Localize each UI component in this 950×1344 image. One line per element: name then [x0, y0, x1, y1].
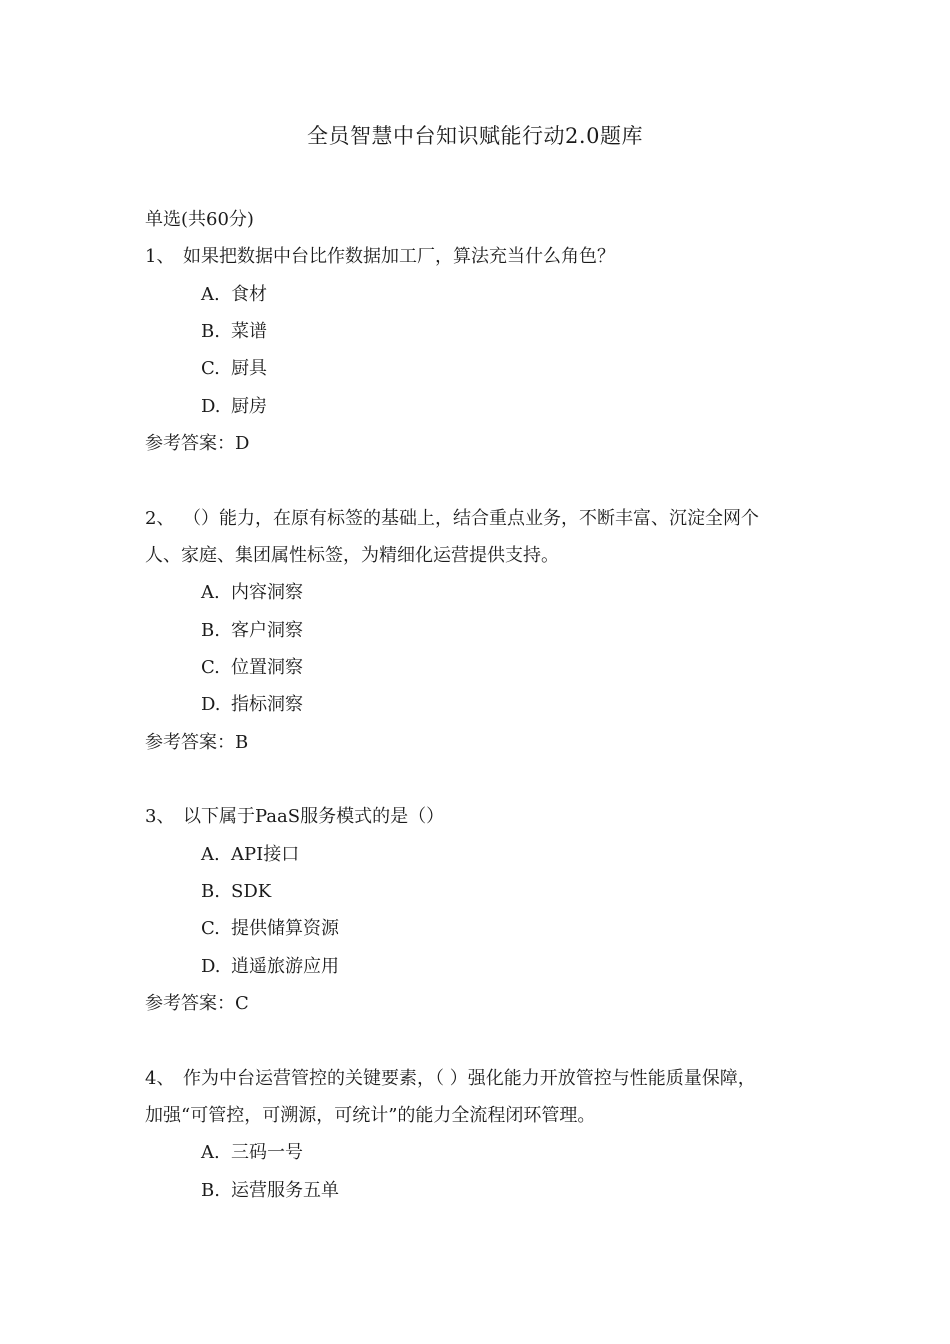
answer-label: 参考答案： [145, 993, 235, 1014]
option-b [201, 879, 271, 905]
option-text: 内容洞察 [231, 582, 303, 603]
option-letter: A. [201, 284, 220, 305]
option-d [201, 954, 339, 980]
option-letter: C. [201, 358, 220, 379]
option-b [201, 618, 303, 644]
option-d [201, 692, 303, 718]
option-text: 提供储算资源 [231, 918, 339, 939]
question-text: 作为中台运营管控的关键要素，（ ）强化能力开放管控与性能质量保障， [183, 1068, 756, 1089]
question-2-stem [145, 506, 759, 532]
option-text: 指标洞察 [231, 694, 303, 715]
option-c [201, 356, 267, 382]
question-number: 4、 [145, 1068, 175, 1089]
option-text: SDK [231, 881, 272, 902]
option-a [201, 1140, 303, 1166]
question-text: （）能力，在原有标签的基础上，结合重点业务，不断丰富、沉淀全网个 [183, 508, 759, 529]
option-letter: C. [201, 918, 220, 939]
option-text: 客户洞察 [231, 620, 303, 641]
question-number: 2、 [145, 508, 175, 529]
option-d [201, 394, 267, 420]
option-text: API接口 [231, 844, 300, 865]
option-letter: A. [201, 582, 220, 603]
option-letter: A. [201, 1142, 220, 1163]
option-text: 厨房 [231, 396, 267, 417]
answer-value: D [235, 433, 250, 454]
option-b [201, 1178, 339, 1204]
option-text: 逍遥旅游应用 [231, 956, 339, 977]
question-number: 3、 [145, 806, 175, 827]
option-c [201, 916, 339, 942]
option-c [201, 655, 303, 681]
option-letter: B. [201, 881, 220, 902]
question-1-stem [145, 244, 615, 270]
option-letter: B. [201, 620, 220, 641]
option-a [201, 842, 299, 868]
option-b [201, 319, 267, 345]
option-a [201, 282, 267, 308]
option-text: 运营服务五单 [231, 1180, 339, 1201]
answer-value: B [235, 732, 249, 753]
option-letter: B. [201, 321, 220, 342]
option-text: 菜谱 [231, 321, 267, 342]
option-letter: B. [201, 1180, 220, 1201]
option-letter: C. [201, 657, 220, 678]
question-3-stem [145, 804, 444, 830]
option-letter: D. [201, 956, 221, 977]
question-text: 如果把数据中台比作数据加工厂，算法充当什么角色？ [183, 246, 615, 267]
option-text: 食材 [231, 284, 267, 305]
answer-label: 参考答案： [145, 732, 235, 753]
section-heading: 单选(共60分) [145, 209, 254, 230]
question-2-stem-continued: 人、家庭、集团属性标签，为精细化运营提供支持。 [145, 545, 559, 566]
question-4-stem-continued: 加强“可管控，可溯源，可统计”的能力全流程闭环管理。 [145, 1105, 596, 1126]
option-text: 位置洞察 [231, 657, 303, 678]
answer-line [145, 730, 248, 756]
option-letter: D. [201, 694, 221, 715]
question-text: 以下属于PaaS服务模式的是（） [183, 806, 445, 827]
option-letter: A. [201, 844, 220, 865]
question-number: 1、 [145, 246, 175, 267]
option-a [201, 580, 303, 606]
option-text: 三码一号 [231, 1142, 303, 1163]
option-text: 厨具 [231, 358, 267, 379]
answer-line [145, 991, 249, 1017]
answer-value: C [235, 993, 249, 1014]
option-letter: D. [201, 396, 221, 417]
answer-line [145, 431, 249, 457]
answer-label: 参考答案： [145, 433, 235, 454]
document-title: 全员智慧中台知识赋能行动2.0题库 [307, 124, 643, 148]
question-4-stem [145, 1066, 756, 1092]
